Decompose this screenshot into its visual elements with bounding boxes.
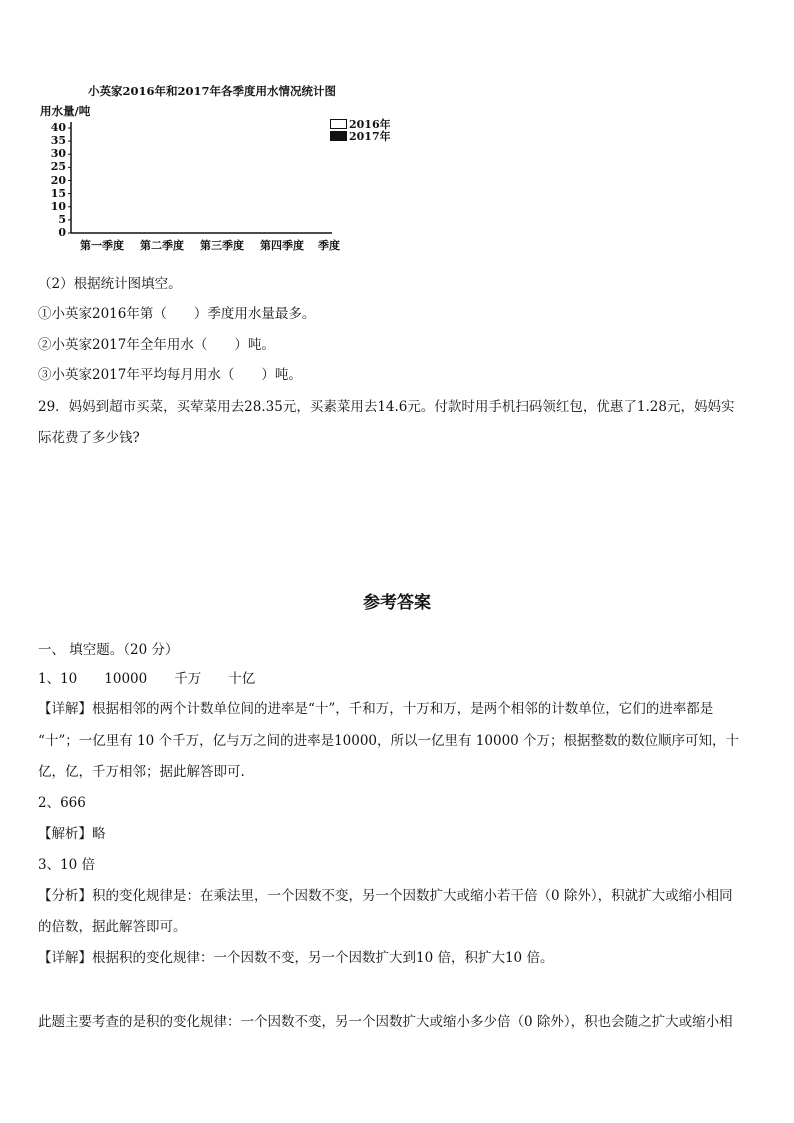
answer-1-detail-2: “十”；一亿里有 10 个千万，亿与万之间的进率是10000，所以一亿里有 10000 个万；根据整数的数位顺序可知，十 <box>38 733 740 749</box>
y-tick-label: 5 <box>58 212 66 226</box>
q29-line-1: 29．妈妈到超市买菜，买荤菜用去28.35元，买素菜用去14.6元。付款时用手机扫码领红包，优惠了1.28元，妈妈实 <box>38 399 735 415</box>
answer-3-analysis-1: 【分析】积的变化规律是：在乘法里，一个因数不变，另一个因数扩大或缩小若干倍（0 除外），积就扩大或缩小相同 <box>38 888 733 904</box>
y-tick-label: 25 <box>50 160 66 174</box>
legend-label-2016: 2016年 <box>349 118 391 131</box>
y-tick-label: 10 <box>50 199 66 213</box>
answer-1-detail-3: 亿，亿，千万相邻；据此解答即可. <box>38 764 245 780</box>
answer-3: 3、10 倍 <box>38 857 96 873</box>
x-category-label: 第三季度 <box>200 239 244 252</box>
answer-2: 2、666 <box>38 795 86 811</box>
y-tick-label: 20 <box>50 173 66 187</box>
q29-line-2: 际花费了多少钱? <box>38 430 140 446</box>
answer-3-detail: 【详解】根据积的变化规律：一个因数不变，另一个因数扩大到10 倍，积扩大10 倍。 <box>38 950 554 966</box>
answer-1: 1、10 10000 千万 十亿 <box>38 671 256 687</box>
answers-section-1: 一、 填空题。（20 分） <box>38 642 179 658</box>
legend-swatch-2016 <box>330 119 347 129</box>
legend-swatch-2017 <box>330 131 347 141</box>
y-tick-label: 35 <box>50 134 66 148</box>
answer-2-detail: 【解析】略 <box>38 826 106 842</box>
answer-3-analysis-2: 的倍数，据此解答即可。 <box>38 919 187 935</box>
q2-item-b: ②小英家2017年全年用水（ ）吨。 <box>38 337 275 353</box>
answer-1-detail-1: 【详解】根据相邻的两个计数单位间的进率是“十”，千和万，十万和万，是两个相邻的计数单位，它们的进率都是 <box>38 701 714 717</box>
y-tick-label: 40 <box>50 121 66 134</box>
y-tick-label: 0 <box>58 226 66 239</box>
x-category-label: 第二季度 <box>140 239 184 252</box>
x-category-label: 第一季度 <box>80 239 124 252</box>
x-category-label: 第四季度 <box>260 239 304 252</box>
q2-item-a: ①小英家2016年第（ ）季度用水量最多。 <box>38 306 316 322</box>
answer-3-summary: 此题主要考查的是积的变化规律：一个因数不变，另一个因数扩大或缩小多少倍（0 除外），积也会随之扩大或缩小相 <box>38 1014 733 1030</box>
chart-axes <box>0 0 794 260</box>
y-tick-label: 15 <box>50 186 66 200</box>
answers-title: 参考答案 <box>363 593 431 613</box>
q2-intro: （2）根据统计图填空。 <box>38 276 182 292</box>
y-axis-label: 用水量/吨 <box>40 104 91 118</box>
chart-title: 小英家2016年和2017年各季度用水情况统计图 <box>88 84 337 98</box>
y-tick-label: 30 <box>50 147 66 161</box>
q2-item-c: ③小英家2017年平均每月用水（ ）吨。 <box>38 367 302 383</box>
x-axis-label: 季度 <box>318 239 340 252</box>
legend-label-2017: 2017年 <box>349 130 391 143</box>
